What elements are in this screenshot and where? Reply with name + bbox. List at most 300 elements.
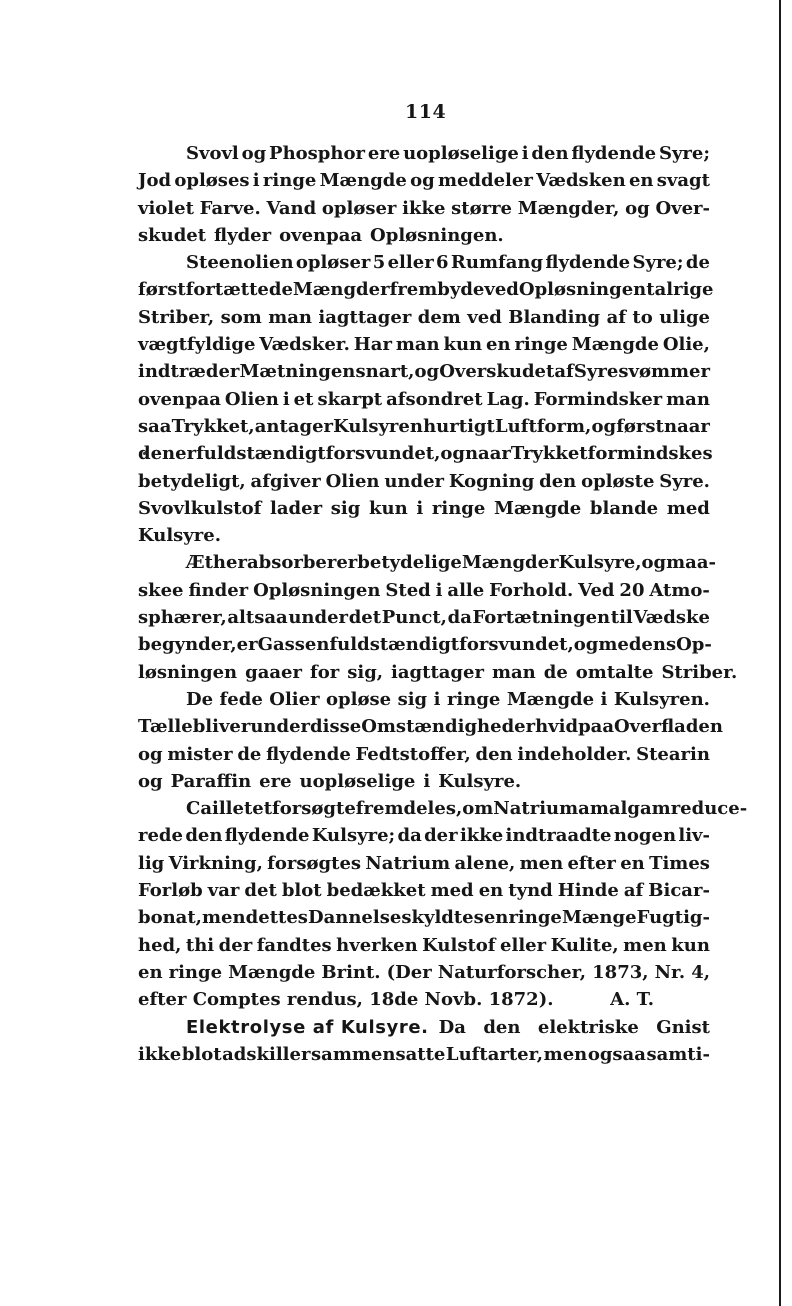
word: Opløsningen. xyxy=(370,224,504,246)
word: Ved xyxy=(578,579,615,601)
word: i xyxy=(423,770,431,792)
word: antager xyxy=(254,415,334,437)
word: hed, xyxy=(138,934,182,956)
word: og xyxy=(641,552,667,574)
word: Striber, xyxy=(138,306,215,328)
word: ovenpaa xyxy=(138,388,221,410)
word: snart, xyxy=(355,361,415,383)
word: Mængder, xyxy=(517,197,620,219)
word: indeholder. xyxy=(517,743,632,765)
word: Æther xyxy=(186,552,247,574)
paragraph xyxy=(138,686,723,795)
word: Har xyxy=(353,334,392,356)
word: Fugtig- xyxy=(636,907,710,929)
word: flydende xyxy=(224,825,310,847)
word: skarpt xyxy=(317,388,383,410)
word: ogsaa xyxy=(587,1043,646,1065)
word: Sted xyxy=(385,579,431,601)
word: en xyxy=(620,852,645,874)
word: uopløselige xyxy=(299,770,416,792)
word: tynd xyxy=(508,880,553,902)
word: fuldstændigt xyxy=(329,634,460,656)
word: Mængder xyxy=(292,279,390,301)
word: thi xyxy=(185,934,215,956)
paragraph xyxy=(138,1014,710,1069)
word: Forhold. xyxy=(489,579,574,601)
text-line xyxy=(138,358,710,385)
text-line xyxy=(138,304,710,331)
word: Vædsken xyxy=(536,170,626,192)
word: ere xyxy=(259,770,292,792)
word: meddeler xyxy=(437,170,533,192)
word: fortættede xyxy=(185,279,293,301)
word: Overskudet xyxy=(439,361,555,383)
word: eller xyxy=(500,934,547,956)
word: 4, xyxy=(691,961,710,983)
word: Gnist xyxy=(656,1016,710,1038)
word: afsondret xyxy=(386,388,483,410)
word: lig xyxy=(138,852,165,874)
word: disse xyxy=(310,716,362,738)
word: flydende xyxy=(571,143,657,164)
text-line xyxy=(138,604,710,631)
text-line-content xyxy=(439,1014,710,1041)
word: frembyde xyxy=(389,279,485,301)
word: svømmer xyxy=(618,361,710,383)
word: til xyxy=(610,607,633,629)
word: Steenolien xyxy=(186,252,294,274)
word: en xyxy=(138,961,163,983)
word: Olien xyxy=(325,470,380,492)
word: de xyxy=(543,661,568,683)
word: Da xyxy=(438,1016,466,1038)
word: der xyxy=(218,934,253,956)
word: da xyxy=(447,607,472,629)
paragraph xyxy=(138,549,738,685)
text-line xyxy=(138,686,710,713)
word: fuldstændigt xyxy=(196,443,326,465)
word: med xyxy=(430,880,474,902)
word: Dannelse xyxy=(307,907,402,929)
word: mister xyxy=(167,743,233,765)
word: og xyxy=(591,415,617,437)
word: Atmo- xyxy=(649,579,710,601)
word: talrige xyxy=(646,279,714,301)
word: Mængde xyxy=(506,688,595,710)
word: var xyxy=(207,880,240,902)
word: i xyxy=(435,579,443,601)
word: af xyxy=(623,880,644,902)
word: Kulsyren xyxy=(333,415,423,437)
word: Opløsningen xyxy=(518,279,647,301)
word: ikke xyxy=(459,825,504,847)
text-line xyxy=(138,795,748,822)
word: Mængde xyxy=(319,170,407,192)
word: Kogning xyxy=(448,470,535,492)
word: sammensatte xyxy=(311,1043,446,1065)
word: Mængde xyxy=(571,334,659,356)
word: Hinde xyxy=(557,880,619,902)
word: Bicar- xyxy=(648,880,710,902)
word: omtalte xyxy=(575,661,654,683)
word: violet xyxy=(138,197,194,219)
word: afgiver xyxy=(250,470,321,492)
word: Over- xyxy=(655,197,710,219)
word: i xyxy=(252,170,260,192)
word: uopløselige xyxy=(403,143,519,164)
word: den xyxy=(138,443,176,465)
word: blot xyxy=(281,880,322,902)
word: Natriumamalgam xyxy=(493,798,671,820)
word: fremdeles, xyxy=(355,798,463,820)
word: opløser xyxy=(295,252,371,274)
word: 1873, xyxy=(592,961,649,983)
text-line xyxy=(138,768,710,795)
word: Vædsker. xyxy=(259,334,350,356)
word: en xyxy=(628,170,654,192)
word: saa xyxy=(138,415,172,437)
text-line xyxy=(138,959,710,986)
word: ringe xyxy=(168,961,223,983)
text-line-signed xyxy=(138,986,710,1013)
word: og xyxy=(440,443,465,465)
word: Svovl xyxy=(186,143,239,164)
word: De xyxy=(186,688,214,710)
word: naar xyxy=(664,415,710,437)
text-line xyxy=(138,195,710,222)
word: forsvundet, xyxy=(325,443,441,465)
text-line xyxy=(138,522,710,549)
word: Vædske xyxy=(633,607,710,629)
word: lader xyxy=(270,497,323,519)
word: Formindsker xyxy=(533,388,663,410)
word: og xyxy=(138,743,163,765)
word: under xyxy=(384,470,445,492)
word: Naturforscher, xyxy=(437,961,587,983)
word: den xyxy=(483,1016,521,1038)
word: (Der xyxy=(386,961,432,983)
word: Omstændigheder xyxy=(361,716,536,738)
text-line xyxy=(138,140,710,167)
word: ikke xyxy=(138,1043,182,1065)
word: det xyxy=(244,880,277,902)
word: en xyxy=(486,334,511,356)
word: forsøgtes xyxy=(267,852,362,874)
word: to xyxy=(632,306,653,328)
word: Syre; xyxy=(658,143,710,164)
word: Brint. xyxy=(321,961,381,983)
word: ikke xyxy=(402,197,446,219)
word: Mænge xyxy=(561,907,637,929)
word: Phosphor xyxy=(269,143,365,164)
word: Svovlkulstof xyxy=(138,497,262,519)
word: efter xyxy=(567,852,616,874)
word: den xyxy=(539,470,577,492)
word: Mængde xyxy=(228,961,316,983)
word: gaaer xyxy=(245,661,302,683)
word: den xyxy=(185,825,223,847)
word: bonat, xyxy=(138,907,202,929)
paragraph xyxy=(138,140,710,249)
word: løsningen xyxy=(138,661,238,683)
word: er xyxy=(175,443,197,465)
word: man xyxy=(268,306,312,328)
paragraph xyxy=(138,249,714,549)
word: hurtigt xyxy=(423,415,495,437)
text-line xyxy=(138,167,710,194)
word: samti- xyxy=(646,1043,710,1065)
word: og xyxy=(138,770,163,792)
word: sphærer, xyxy=(138,607,227,629)
word: forsvundet, xyxy=(459,634,574,656)
word: de xyxy=(237,743,262,765)
word: finder xyxy=(188,579,249,601)
word: Olien xyxy=(224,388,279,410)
word: Kulsyre, xyxy=(558,552,642,574)
word: opløser xyxy=(321,197,397,219)
word: ovenpaa xyxy=(279,224,363,246)
word: Olier xyxy=(269,688,320,710)
word: det xyxy=(348,607,382,629)
word: Vand xyxy=(266,197,317,219)
text-line xyxy=(138,468,710,495)
word: et xyxy=(293,388,314,410)
word: og xyxy=(625,197,650,219)
word: Trykket, xyxy=(171,415,255,437)
word: indtraadte xyxy=(505,825,612,847)
word: maa- xyxy=(666,552,716,574)
word: Luftform, xyxy=(494,415,592,437)
word: forsøgte xyxy=(272,798,356,820)
word: indtræder xyxy=(138,361,240,383)
word: for xyxy=(309,661,340,683)
word: blande xyxy=(589,497,659,519)
word: først xyxy=(616,415,664,437)
word: nogen xyxy=(613,825,677,847)
word: Farve. xyxy=(199,197,261,219)
word: i xyxy=(600,688,608,710)
word: og xyxy=(410,170,435,192)
word: Mængde xyxy=(494,497,582,519)
word: Overfladen xyxy=(614,716,723,738)
word: ulige xyxy=(659,306,710,328)
word: alle xyxy=(447,579,485,601)
word: hverken xyxy=(336,934,418,956)
word: iagttager xyxy=(318,306,412,328)
word: men xyxy=(202,907,246,929)
word: hvid xyxy=(535,716,579,738)
word: og xyxy=(414,361,440,383)
word: ringe xyxy=(431,497,486,519)
text-line xyxy=(138,659,738,686)
word: først xyxy=(138,279,186,301)
word: Nr. xyxy=(654,961,686,983)
word: flydende xyxy=(545,252,631,274)
word: da xyxy=(397,825,422,847)
word: i xyxy=(282,388,290,410)
word: sig xyxy=(330,497,361,519)
word: Mætningen xyxy=(239,361,356,383)
word: betydelige xyxy=(357,552,462,574)
word: fandtes xyxy=(256,934,332,956)
word: paa xyxy=(578,716,614,738)
word: skyldtes xyxy=(401,907,484,929)
text-line xyxy=(138,822,710,849)
word: Syre xyxy=(573,361,619,383)
word: bliver xyxy=(192,716,251,738)
word: af xyxy=(554,361,574,383)
word: betydeligt, xyxy=(138,470,246,492)
word: medens xyxy=(598,634,677,656)
word: Luftarter, xyxy=(445,1043,544,1065)
word: Cailletet xyxy=(186,798,273,820)
word: men xyxy=(543,1043,588,1065)
word: ringe xyxy=(514,334,568,356)
paragraph xyxy=(138,795,748,1013)
text-line xyxy=(138,276,714,303)
word: og xyxy=(241,143,267,164)
word: Kulsyren. xyxy=(613,688,710,710)
text-line xyxy=(138,413,710,440)
word: flydende xyxy=(266,743,351,765)
author-signature: A. T. xyxy=(610,989,654,1011)
word: man xyxy=(395,334,440,356)
word: men xyxy=(623,934,667,956)
text-line xyxy=(138,549,716,576)
scan-edge-rule xyxy=(779,0,781,1306)
text-line-content: efter Comptes rendus, 18de Novb. 1872). xyxy=(138,989,554,1011)
section-heading: Elektrolyse af Kulsyre. xyxy=(186,1016,429,1038)
word: altsaa xyxy=(227,607,288,629)
word: begynder, xyxy=(138,634,237,656)
text-line xyxy=(138,222,710,249)
word: flyder xyxy=(214,224,272,246)
word: 5 xyxy=(372,252,386,274)
word: sig, xyxy=(347,661,384,683)
text-line xyxy=(138,631,710,658)
word: Mængder xyxy=(461,552,559,574)
word: Blanding xyxy=(508,306,601,328)
word: Op- xyxy=(676,634,712,656)
word: de xyxy=(685,252,710,274)
word: Jod xyxy=(138,170,172,192)
word: Tælle xyxy=(138,716,193,738)
word: Fortætningen xyxy=(472,607,611,629)
word: man xyxy=(491,661,536,683)
word: Kulsyre. xyxy=(138,525,221,547)
text-line xyxy=(138,386,710,413)
word: kun xyxy=(369,497,408,519)
word: man xyxy=(666,388,710,410)
word: i xyxy=(416,497,424,519)
word: Gassen xyxy=(257,634,330,656)
word: der xyxy=(424,825,458,847)
word: af xyxy=(606,306,626,328)
word: ringe xyxy=(262,170,317,192)
word: Kulsyre. xyxy=(438,770,522,792)
word: rede xyxy=(138,825,183,847)
word: vægtfyldige xyxy=(138,334,256,356)
text-line xyxy=(138,577,710,604)
word: Times xyxy=(649,852,710,874)
word: ringe xyxy=(446,688,501,710)
word: med xyxy=(666,497,710,519)
text-line xyxy=(138,331,710,358)
word: Striber. xyxy=(661,661,738,683)
word: 20 xyxy=(619,579,645,601)
word: men xyxy=(519,852,564,874)
word: under xyxy=(288,607,349,629)
word: ved xyxy=(484,279,519,301)
text-line xyxy=(138,440,713,467)
word: under xyxy=(250,716,311,738)
word: opløse xyxy=(326,688,392,710)
text-line xyxy=(138,1041,710,1068)
word: Rumfang xyxy=(450,252,544,274)
word: formindskes xyxy=(587,443,713,465)
word: bedækket xyxy=(326,880,426,902)
word: Olie, xyxy=(662,334,710,356)
word: i xyxy=(433,688,441,710)
word: kun xyxy=(671,934,710,956)
word: skudet xyxy=(138,224,207,246)
word: fede xyxy=(219,688,263,710)
word: alene, xyxy=(454,852,516,874)
word: om xyxy=(462,798,494,820)
word: 6 xyxy=(436,252,449,274)
word: skee xyxy=(138,579,184,601)
text-line xyxy=(138,495,710,522)
word: elektriske xyxy=(537,1016,639,1038)
word: ringe xyxy=(508,907,562,929)
word: opløses xyxy=(174,170,250,192)
word: Lag. xyxy=(486,388,530,410)
word: Virkning, xyxy=(168,852,263,874)
word: ved xyxy=(467,306,502,328)
word: i xyxy=(521,143,529,164)
word: liv- xyxy=(678,825,710,847)
word: som xyxy=(220,306,262,328)
word: dem xyxy=(417,306,461,328)
word: Kulsyre; xyxy=(311,825,396,847)
word: Trykket xyxy=(510,443,588,465)
text-line xyxy=(138,904,710,931)
word: naar xyxy=(464,443,511,465)
word: den xyxy=(531,143,569,164)
word: kun xyxy=(443,334,483,356)
word: Syre. xyxy=(659,470,710,492)
word: dettes xyxy=(245,907,308,929)
body-text xyxy=(138,140,748,1068)
word: Kulstof xyxy=(422,934,496,956)
text-line xyxy=(138,713,723,740)
word: Fedtstoffer, xyxy=(355,743,471,765)
word: en xyxy=(478,880,504,902)
word: eller xyxy=(387,252,434,274)
text-line-with-heading xyxy=(138,1014,710,1041)
word: er xyxy=(236,634,258,656)
word: sig xyxy=(397,688,428,710)
word: reduce- xyxy=(670,798,748,820)
word: iagttager xyxy=(391,661,484,683)
text-line xyxy=(138,850,710,877)
word: Paraffin xyxy=(170,770,252,792)
word: Kulite, xyxy=(550,934,619,956)
word: en xyxy=(483,907,509,929)
word: blot xyxy=(181,1043,222,1065)
word: Syre; xyxy=(632,252,684,274)
word: opløste xyxy=(581,470,655,492)
